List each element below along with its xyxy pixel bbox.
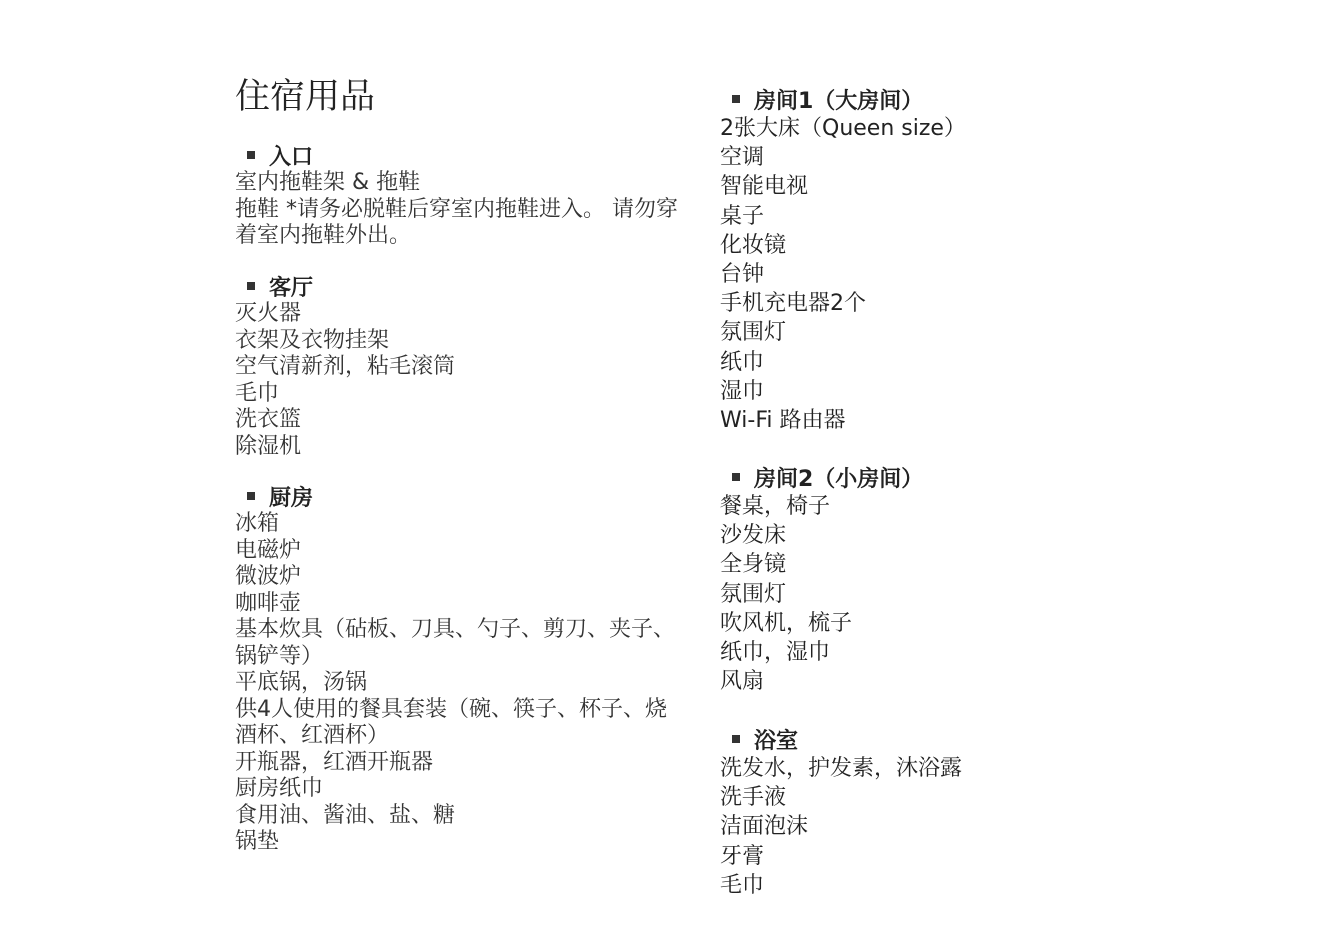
- list-item: 沙发床: [720, 523, 787, 549]
- list-item: 空气清新剂，粘毛滚筒: [235, 354, 456, 379]
- list-item: 氛围灯: [720, 581, 787, 607]
- list-item: 洗发水，护发素，沐浴露: [720, 756, 963, 781]
- section-entrance: [235, 140, 705, 250]
- list-item: 电磁炉: [235, 537, 302, 563]
- section-heading-label: 浴室: [754, 728, 799, 754]
- list-item: 室内拖鞋架 & 拖鞋: [235, 170, 421, 195]
- item-list: [720, 492, 1280, 696]
- section-heading-label: 入口: [269, 144, 314, 170]
- list-item: 手机充电器2个: [720, 291, 866, 317]
- list-item: 厨房纸巾: [235, 776, 324, 801]
- section-room-1: [720, 84, 1280, 435]
- list-item: 全身镜: [720, 552, 787, 578]
- list-item: 化妆镜: [720, 232, 787, 258]
- section-heading-label: 房间2（小房间）: [754, 466, 924, 492]
- section-heading-label: 房间1（大房间）: [754, 88, 924, 114]
- section-heading: [720, 724, 1280, 754]
- item-list: [720, 114, 1280, 435]
- section-heading: [720, 84, 1280, 114]
- section-living-room: [235, 271, 705, 460]
- list-item: 除湿机: [235, 433, 302, 459]
- list-item: 咖啡壶: [235, 590, 302, 616]
- section-heading: [235, 140, 705, 170]
- item-list: [720, 754, 1280, 900]
- list-item: 纸巾: [720, 349, 765, 375]
- bullet-icon: [732, 735, 740, 743]
- list-item: 风扇: [720, 669, 765, 695]
- list-item: 餐桌，椅子: [720, 494, 831, 519]
- item-list: [235, 511, 705, 856]
- bullet-icon: [732, 95, 740, 103]
- bullet-icon: [732, 473, 740, 481]
- bullet-icon: [247, 151, 255, 159]
- item-list: [235, 170, 705, 250]
- list-item: 供4人使用的餐具套装（碗、筷子、杯子、烧酒杯、红酒杯）: [235, 696, 667, 748]
- list-item: Wi-Fi 路由器: [720, 408, 846, 434]
- section-heading-label: 厨房: [269, 485, 314, 511]
- list-item: 基本炊具（砧板、刀具、勺子、剪刀、夹子、锅铲等）: [235, 617, 676, 669]
- section-kitchen: [235, 481, 705, 856]
- section-heading: [235, 271, 705, 301]
- list-item: 氛围灯: [720, 320, 787, 346]
- list-item: 洗衣篮: [235, 407, 302, 432]
- section-room-2: [720, 462, 1280, 696]
- list-item: 智能电视: [720, 174, 809, 200]
- list-item: 空调: [720, 145, 765, 171]
- list-item: 锅垫: [235, 829, 280, 854]
- section-heading-label: 客厅: [269, 275, 314, 301]
- list-item: 湿巾: [720, 378, 765, 404]
- list-item: 拖鞋 *请务必脱鞋后穿室内拖鞋进入。 请勿穿着室内拖鞋外出。: [235, 196, 678, 248]
- section-heading: [720, 462, 1280, 492]
- list-item: 洗手液: [720, 785, 787, 811]
- list-item: 灭火器: [235, 301, 302, 326]
- list-item: 食用油、酱油、盐、糖: [235, 802, 456, 828]
- list-item: 洁面泡沫: [720, 814, 809, 840]
- bullet-icon: [247, 282, 255, 290]
- list-item: 2张大床（Queen size）: [720, 116, 966, 141]
- list-item: 平底锅，汤锅: [235, 670, 368, 695]
- list-item: 桌子: [720, 203, 765, 229]
- list-item: 纸巾，湿巾: [720, 640, 831, 666]
- section-heading: [235, 481, 705, 511]
- list-item: 开瓶器，红酒开瓶器: [235, 749, 434, 775]
- item-list: [235, 301, 705, 460]
- list-item: 冰箱: [235, 511, 280, 536]
- list-item: 牙膏: [720, 843, 765, 869]
- section-bathroom: [720, 724, 1280, 900]
- list-item: 微波炉: [235, 564, 302, 589]
- list-item: 毛巾: [720, 872, 765, 898]
- list-item: 吹风机，梳子: [720, 610, 853, 636]
- list-item: 台钟: [720, 262, 765, 288]
- list-item: 衣架及衣物挂架: [235, 327, 390, 353]
- list-item: 毛巾: [235, 380, 280, 406]
- bullet-icon: [247, 492, 255, 500]
- page-title: 住宿用品: [235, 77, 376, 117]
